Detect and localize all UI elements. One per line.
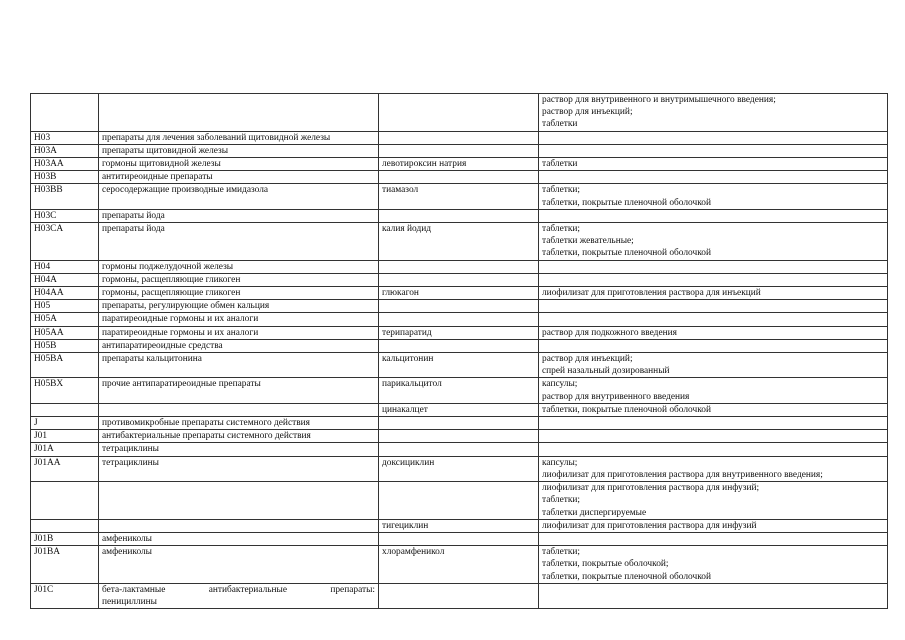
group-name-word: препараты:	[330, 584, 375, 595]
table-row	[31, 94, 888, 132]
inn-cell	[379, 339, 539, 352]
inn-cell: левотироксин натрия	[379, 158, 539, 171]
dosage-form-cell	[539, 546, 888, 584]
inn-cell	[379, 430, 539, 443]
dosage-form-cell	[539, 260, 888, 273]
atc-code-cell: H03	[31, 131, 99, 144]
group-name-word: бета-лактамные	[102, 584, 166, 595]
table-row	[31, 171, 888, 184]
atc-code-cell: H03CA	[31, 223, 99, 261]
dosage-form-cell	[539, 223, 888, 261]
atc-code-cell: J01A	[31, 443, 99, 456]
anatomical-group-cell	[99, 273, 379, 286]
dosage-form-line: раствор для инъекций;	[542, 107, 633, 118]
dosage-form-line: лиофилизат для приготовления раствора для инфузий	[542, 520, 757, 531]
table-row	[31, 287, 888, 300]
table-row	[31, 456, 888, 481]
anatomical-group-cell	[99, 519, 379, 532]
anatomical-group-cell	[99, 287, 379, 300]
table-row	[31, 313, 888, 326]
group-name-line: тетрациклины	[102, 457, 159, 468]
inn-cell: тиамазол	[379, 184, 539, 209]
dosage-form-cell	[539, 519, 888, 532]
inn-cell: тигециклин	[379, 519, 539, 532]
table-row	[31, 144, 888, 157]
anatomical-group-cell	[99, 353, 379, 378]
dosage-form-line: таблетки диспергируемые	[542, 507, 647, 518]
inn-cell	[379, 443, 539, 456]
inn-cell	[379, 209, 539, 222]
atc-code-cell: H03A	[31, 144, 99, 157]
atc-code-cell: J01B	[31, 532, 99, 545]
dosage-form-line: раствор для внутривенного введения	[542, 391, 690, 402]
anatomical-group-cell	[99, 184, 379, 209]
anatomical-group-cell	[99, 94, 379, 132]
table-body	[31, 94, 888, 609]
atc-code-cell: H03AA	[31, 158, 99, 171]
dosage-form-line: таблетки, покрытые оболочкой;	[542, 559, 669, 570]
anatomical-group-cell	[99, 300, 379, 313]
anatomical-group-cell	[99, 417, 379, 430]
atc-code-cell: H03C	[31, 209, 99, 222]
dosage-form-cell	[539, 403, 888, 416]
inn-cell: хлорамфеникол	[379, 546, 539, 584]
anatomical-group-cell	[99, 430, 379, 443]
inn-cell: кальцитонин	[379, 353, 539, 378]
dosage-form-cell	[539, 482, 888, 520]
anatomical-group-cell	[99, 583, 379, 608]
inn-cell	[379, 313, 539, 326]
inn-cell	[379, 300, 539, 313]
dosage-form-cell	[539, 430, 888, 443]
dosage-form-line: лиофилизат для приготовления раствора для внутривенного введения;	[542, 469, 823, 480]
atc-code-cell: H05AA	[31, 326, 99, 339]
dosage-form-line: таблетки	[542, 159, 578, 170]
table-row	[31, 583, 888, 608]
anatomical-group-cell	[99, 339, 379, 352]
table-row	[31, 443, 888, 456]
table-row	[31, 300, 888, 313]
dosage-form-cell	[539, 532, 888, 545]
inn-cell: терипаратид	[379, 326, 539, 339]
dosage-form-cell	[539, 144, 888, 157]
atc-code-cell: H03B	[31, 171, 99, 184]
group-name-line: препараты йода	[102, 224, 165, 235]
inn-cell	[379, 260, 539, 273]
dosage-form-line: раствор для внутривенного и внутримышечного введения;	[542, 95, 776, 105]
dosage-form-cell	[539, 378, 888, 403]
table-row	[31, 223, 888, 261]
group-name-line: прочие антипаратиреоидные препараты	[102, 379, 261, 390]
anatomical-group-cell	[99, 223, 379, 261]
group-name-line: препараты, регулирующие обмен кальция	[102, 301, 270, 312]
table-row	[31, 519, 888, 532]
atc-code-cell: J01BA	[31, 546, 99, 584]
dosage-form-line: таблетки жевательные;	[542, 236, 634, 247]
anatomical-group-cell	[99, 403, 379, 416]
atc-code-cell	[31, 403, 99, 416]
inn-cell	[379, 273, 539, 286]
atc-code-cell: H05	[31, 300, 99, 313]
atc-code-cell: H03BB	[31, 184, 99, 209]
inn-cell	[379, 482, 539, 520]
table-row	[31, 326, 888, 339]
table-row	[31, 260, 888, 273]
anatomical-group-cell	[99, 158, 379, 171]
group-name-word: антибактериальные	[208, 584, 287, 595]
table-row	[31, 546, 888, 584]
inn-cell	[379, 171, 539, 184]
atc-code-cell: J01	[31, 430, 99, 443]
anatomical-group-cell	[99, 456, 379, 481]
group-name-line: антипаратиреоидные средства	[102, 340, 223, 351]
group-name-line: амфениколы	[102, 547, 152, 558]
atc-code-cell: H04A	[31, 273, 99, 286]
atc-code-cell: H04AA	[31, 287, 99, 300]
anatomical-group-cell	[99, 260, 379, 273]
group-name-line: серосодержащие производные имидазола	[102, 185, 269, 196]
dosage-form-cell	[539, 313, 888, 326]
dosage-form-line: таблетки, покрытые пленочной оболочкой	[542, 248, 711, 259]
inn-cell	[379, 144, 539, 157]
group-name-line: антитиреоидные препараты	[102, 172, 213, 183]
group-name-line: гормоны, расщепляющие гликоген	[102, 288, 241, 299]
dosage-form-line: таблетки, покрытые пленочной оболочкой	[542, 404, 711, 415]
dosage-form-line: раствор для инъекций;	[542, 354, 633, 365]
dosage-form-line: капсулы;	[542, 379, 578, 390]
dosage-form-line: спрей назальный дозированный	[542, 366, 670, 377]
atc-code-cell	[31, 519, 99, 532]
dosage-form-line: раствор для подкожного введения	[542, 327, 677, 338]
dosage-form-cell	[539, 339, 888, 352]
table-row	[31, 184, 888, 209]
anatomical-group-cell	[99, 546, 379, 584]
inn-cell: цинакалцет	[379, 403, 539, 416]
dosage-form-cell	[539, 209, 888, 222]
group-name-line: противомикробные препараты системного действия	[102, 418, 310, 429]
dosage-form-line: лиофилизат для приготовления раствора для инъекций	[542, 288, 761, 299]
anatomical-group-cell	[99, 131, 379, 144]
atc-code-cell: H05B	[31, 339, 99, 352]
anatomical-group-cell	[99, 378, 379, 403]
dosage-form-cell	[539, 273, 888, 286]
dosage-form-cell	[539, 583, 888, 608]
dosage-form-line: таблетки;	[542, 495, 581, 506]
dosage-form-line: таблетки, покрытые пленочной оболочкой	[542, 571, 711, 582]
dosage-form-cell	[539, 353, 888, 378]
atc-code-cell: H05BA	[31, 353, 99, 378]
dosage-form-line: капсулы;	[542, 457, 578, 468]
dosage-form-cell	[539, 417, 888, 430]
inn-cell: парикальцитол	[379, 378, 539, 403]
atc-code-cell: J01AA	[31, 456, 99, 481]
inn-cell	[379, 417, 539, 430]
inn-cell: глюкагон	[379, 287, 539, 300]
group-name-line	[102, 584, 375, 596]
anatomical-group-cell	[99, 209, 379, 222]
table-row	[31, 131, 888, 144]
table-row	[31, 403, 888, 416]
atc-code-cell: J	[31, 417, 99, 430]
group-name-line: препараты кальцитонина	[102, 354, 202, 365]
table-row	[31, 339, 888, 352]
table-row	[31, 273, 888, 286]
table-row	[31, 158, 888, 171]
group-name-line: паратиреоидные гормоны и их аналоги	[102, 327, 259, 338]
table-row	[31, 378, 888, 403]
anatomical-group-cell	[99, 144, 379, 157]
drug-classification-table	[30, 93, 888, 609]
anatomical-group-cell	[99, 326, 379, 339]
atc-code-cell: H05BX	[31, 378, 99, 403]
group-name-line: препараты йода	[102, 210, 165, 221]
dosage-form-line: лиофилизат для приготовления раствора для инфузий;	[542, 483, 760, 494]
atc-code-cell: H04	[31, 260, 99, 273]
table-row	[31, 482, 888, 520]
inn-cell	[379, 532, 539, 545]
table-row	[31, 532, 888, 545]
dosage-form-line: таблетки;	[542, 224, 581, 235]
dosage-form-line: таблетки	[542, 119, 578, 130]
atc-code-cell	[31, 94, 99, 132]
group-name-line: гормоны щитовидной железы	[102, 159, 221, 170]
table-row	[31, 209, 888, 222]
group-name-line: гормоны поджелудочной железы	[102, 261, 234, 272]
inn-cell: доксициклин	[379, 456, 539, 481]
anatomical-group-cell	[99, 443, 379, 456]
atc-code-cell: H05A	[31, 313, 99, 326]
table-row	[31, 353, 888, 378]
dosage-form-cell	[539, 326, 888, 339]
inn-cell	[379, 94, 539, 132]
inn-cell	[379, 583, 539, 608]
group-name-line: паратиреоидные гормоны и их аналоги	[102, 314, 259, 325]
table-row	[31, 417, 888, 430]
dosage-form-cell	[539, 171, 888, 184]
dosage-form-cell	[539, 94, 888, 132]
dosage-form-line: таблетки;	[542, 547, 581, 558]
dosage-form-cell	[539, 131, 888, 144]
group-name-line: амфениколы	[102, 533, 152, 544]
group-name-line: препараты щитовидной железы	[102, 145, 229, 156]
dosage-form-cell	[539, 300, 888, 313]
dosage-form-cell	[539, 287, 888, 300]
anatomical-group-cell	[99, 532, 379, 545]
dosage-form-cell	[539, 184, 888, 209]
dosage-form-line: таблетки, покрытые пленочной оболочкой	[542, 197, 711, 208]
table-row	[31, 430, 888, 443]
dosage-form-line: таблетки;	[542, 185, 581, 196]
group-name-line: антибактериальные препараты системного действия	[102, 431, 311, 442]
dosage-form-cell	[539, 456, 888, 481]
group-name-line: пенициллины	[102, 596, 157, 607]
inn-cell	[379, 131, 539, 144]
anatomical-group-cell	[99, 313, 379, 326]
dosage-form-cell	[539, 158, 888, 171]
dosage-form-cell	[539, 443, 888, 456]
group-name-line: тетрациклины	[102, 444, 159, 455]
atc-code-cell: J01C	[31, 583, 99, 608]
anatomical-group-cell	[99, 171, 379, 184]
group-name-line: препараты для лечения заболеваний щитовидной железы	[102, 132, 331, 143]
anatomical-group-cell	[99, 482, 379, 520]
group-name-line: гормоны, расщепляющие гликоген	[102, 274, 241, 285]
atc-code-cell	[31, 482, 99, 520]
inn-cell: калия йодид	[379, 223, 539, 261]
